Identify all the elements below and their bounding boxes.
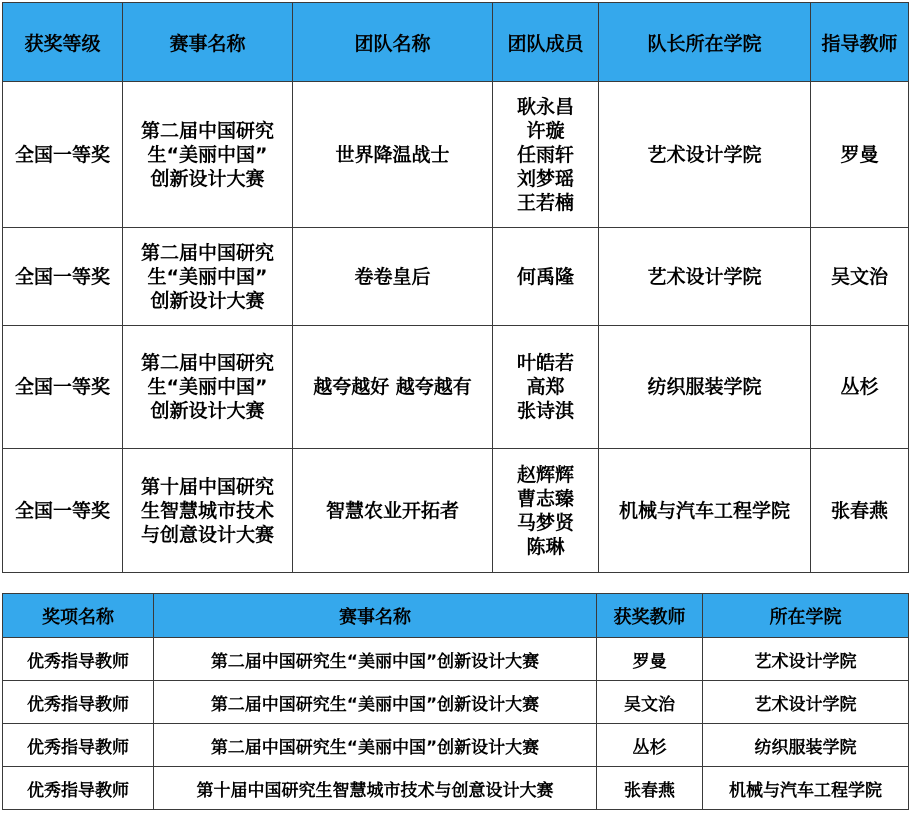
- contest-line: 第二届中国研究: [140, 352, 274, 374]
- member: 陈琳: [526, 535, 565, 558]
- college: 纺织服装学院: [703, 724, 909, 767]
- table-row: [3, 638, 909, 681]
- award-name: 优秀指导教师: [3, 724, 154, 767]
- captain-college: 机械与汽车工程学院: [599, 449, 811, 573]
- contest-line: 与创意设计大赛: [140, 523, 274, 546]
- table-row: [3, 82, 909, 228]
- member: 王若楠: [516, 191, 574, 214]
- table-row: [3, 326, 909, 449]
- member: 刘梦瑶: [516, 167, 574, 190]
- contest-name: [123, 449, 293, 573]
- col-team-name: 团队名称: [293, 3, 493, 82]
- college: 艺术设计学院: [703, 638, 909, 681]
- captain-college: 艺术设计学院: [599, 228, 811, 326]
- winning-teacher: 罗曼: [597, 638, 703, 681]
- advisor: 丛杉: [811, 326, 909, 449]
- award-level: 全国一等奖: [3, 326, 123, 449]
- advisor-table-header: [3, 594, 909, 638]
- award-team-table: [2, 2, 909, 573]
- award-level: 全国一等奖: [3, 228, 123, 326]
- member: 许璇: [526, 119, 565, 142]
- team-name: 越夸越好 越夸越有: [293, 326, 493, 449]
- contest-name: 第二届中国研究生“美丽中国”创新设计大赛: [154, 724, 597, 767]
- table-row: [3, 449, 909, 573]
- table-row: [3, 724, 909, 767]
- contest-line: 生智慧城市技术: [140, 499, 274, 522]
- table-row: [3, 228, 909, 326]
- contest-line: 创新设计大赛: [150, 167, 265, 190]
- team-members: [493, 228, 599, 326]
- member: 赵辉辉: [516, 463, 574, 486]
- award-level: 全国一等奖: [3, 82, 123, 228]
- col-team-members: 团队成员: [493, 3, 599, 82]
- award-level: 全国一等奖: [3, 449, 123, 573]
- winning-teacher: 丛杉: [597, 724, 703, 767]
- team-name: 智慧农业开拓者: [293, 449, 493, 573]
- col-captain-college: 队长所在学院: [599, 3, 811, 82]
- member: 高郑: [526, 376, 565, 398]
- advisor-award-table: [2, 593, 909, 810]
- team-members: [493, 326, 599, 449]
- member: 曹志臻: [516, 487, 574, 510]
- table-row: [3, 767, 909, 810]
- col-college: 所在学院: [703, 594, 909, 638]
- advisor: 张春燕: [811, 449, 909, 573]
- contest-line: 创新设计大赛: [150, 289, 265, 312]
- member: 任雨轩: [516, 143, 574, 166]
- award-name: 优秀指导教师: [3, 638, 154, 681]
- team-table-header: [3, 3, 909, 82]
- contest-name: 第十届中国研究生智慧城市技术与创意设计大赛: [154, 767, 597, 810]
- college: 机械与汽车工程学院: [703, 767, 909, 810]
- contest-name: 第二届中国研究生“美丽中国”创新设计大赛: [154, 638, 597, 681]
- contest-line: 第二届中国研究: [140, 241, 274, 264]
- contest-line: 生“美丽中国”: [147, 376, 268, 398]
- col-award-name: 奖项名称: [3, 594, 154, 638]
- col-contest-name: 赛事名称: [123, 3, 293, 82]
- member: 马梦贤: [516, 511, 574, 534]
- team-name: 世界降温战士: [293, 82, 493, 228]
- team-members: [493, 449, 599, 573]
- award-name: 优秀指导教师: [3, 767, 154, 810]
- advisor: 吴文治: [811, 228, 909, 326]
- contest-line: 生“美丽中国”: [147, 265, 268, 288]
- team-members: [493, 82, 599, 228]
- team-name: 卷卷皇后: [293, 228, 493, 326]
- contest-line: 生“美丽中国”: [147, 143, 268, 166]
- member: 耿永昌: [516, 95, 574, 118]
- winning-teacher: 张春燕: [597, 767, 703, 810]
- winning-teacher: 吴文治: [597, 681, 703, 724]
- table-row: [3, 681, 909, 724]
- member: 张诗淇: [516, 400, 574, 422]
- contest-line: 创新设计大赛: [150, 400, 265, 422]
- contest-name: [123, 82, 293, 228]
- contest-name: 第二届中国研究生“美丽中国”创新设计大赛: [154, 681, 597, 724]
- col-winning-teacher: 获奖教师: [597, 594, 703, 638]
- contest-line: 第二届中国研究: [140, 119, 274, 142]
- captain-college: 纺织服装学院: [599, 326, 811, 449]
- contest-line: 第十届中国研究: [140, 475, 274, 498]
- col-award-level: 获奖等级: [3, 3, 123, 82]
- col-advisor: 指导教师: [811, 3, 909, 82]
- award-name: 优秀指导教师: [3, 681, 154, 724]
- captain-college: 艺术设计学院: [599, 82, 811, 228]
- contest-name: [123, 228, 293, 326]
- advisor: 罗曼: [811, 82, 909, 228]
- col-contest-name: 赛事名称: [154, 594, 597, 638]
- college: 艺术设计学院: [703, 681, 909, 724]
- contest-name: [123, 326, 293, 449]
- member: 何禹隆: [516, 265, 574, 288]
- member: 叶皓若: [516, 352, 574, 374]
